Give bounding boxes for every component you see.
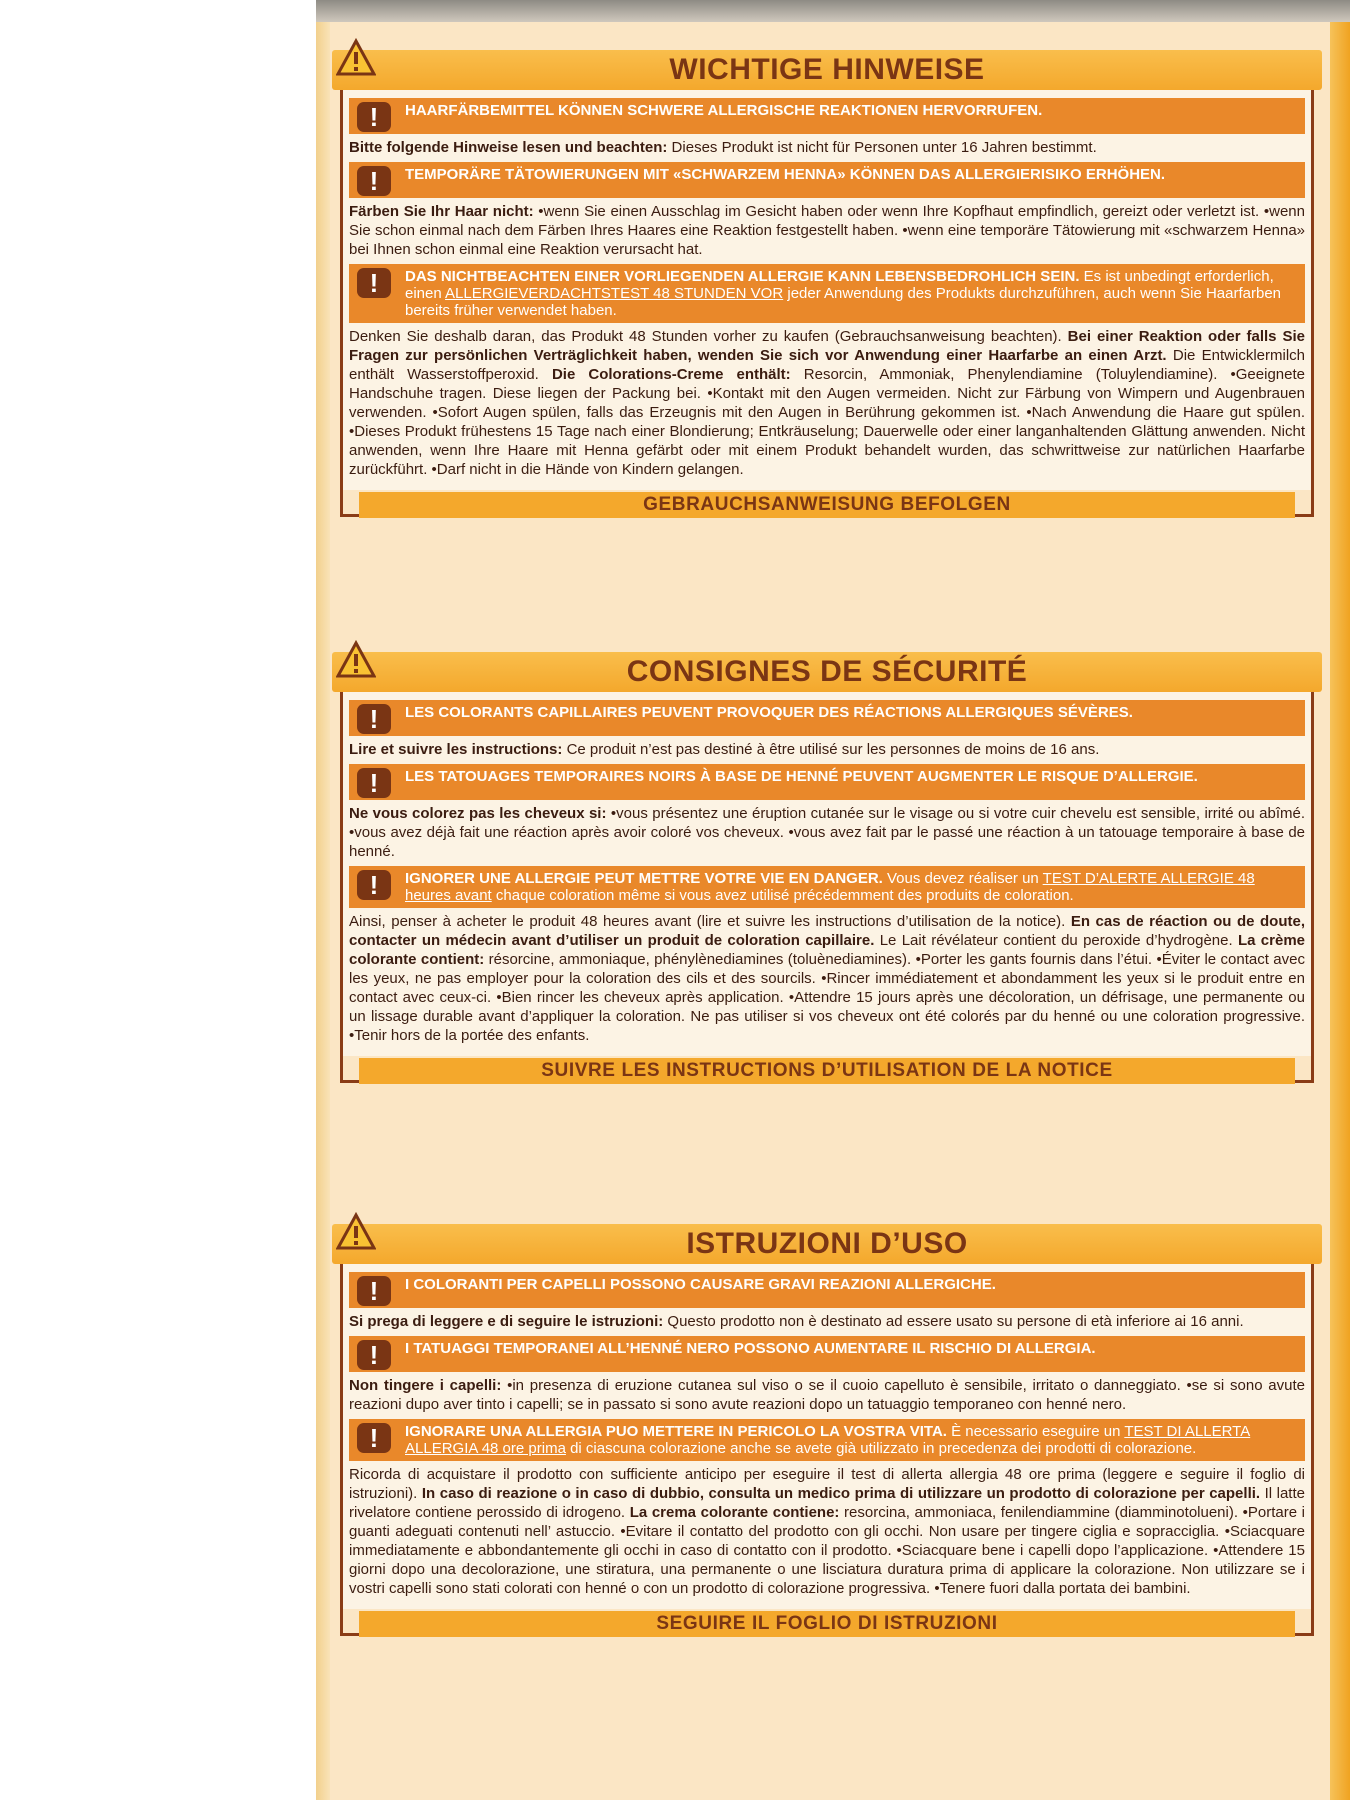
panel-title: ISTRUZIONI D’USO: [686, 1227, 968, 1260]
paragraph: Non tingere i capelli: •in presenza di eruzione cutanea sul viso o se il cuoio capelluto è sensibile, irritato o danneggiato. •se si sono avute reazioni dupo aver tinto i capelli; se in passato si sono avute reazioni dopo un tatuaggio temporaneo con henné nero.: [349, 1377, 1305, 1413]
exclamation-icon: !: [357, 1340, 391, 1370]
paragraph: Lire et suivre les instructions: Ce produit n’est pas destiné à être utilisé sur les personnes de moins de 16 ans.: [349, 741, 1100, 758]
exclamation-icon: !: [357, 1423, 391, 1453]
exclamation-icon: !: [357, 166, 391, 196]
exclamation-icon: !: [357, 768, 391, 798]
paragraph: Ricorda di acquistare il prodotto con sufficiente anticipo per eseguire il test di allerta allergia 48 ore prima (leggere e seguire il foglio di istruzioni). In caso di reazione o in caso di dubbio, consulta un medico prima di utilizzare un prodotto di colorazione per capelli. Il latte rivelatore contiene perossido di idrogeno. La crema colorante contiene: resorcina, ammoniaca, fenilendiammine (diamminotolueni). •Portare i guanti adeguati contenuti nell’ astuccio. •Evitare il contatto del prodotto con gli occhi. Non usare per tingere ciglia e sopracciglia. •Sciacquare immediatamente e abbondantemente gli occhi in caso di contatto con il prodotto. •Sciacquare bene i capelli dopo l’applicazione. •Attendere 15 giorni dopo una decolorazione, une stiratura, una permanente o une lisciatura duratura prima di applicare la colorazione. Non utilizzare se i vostri capelli sono stati colorati con henné o con un prodotto di colorazione progressiva. •Tenere fuori dalla portata dei bambini.: [349, 1466, 1305, 1597]
package-top-edge: [316, 0, 1350, 22]
warning-triangle-icon: [336, 640, 376, 680]
exclamation-icon: !: [357, 268, 391, 298]
alert-banner: ! IGNORER UNE ALLERGIE PEUT METTRE VOTRE VIE EN DANGER. Vous devez réaliser un TEST D’ALERTE ALLERGIE 48 heures avant chaque coloration même si vous avez utilisé précédemment des produits de coloration.: [349, 866, 1305, 908]
paragraph: Ne vous colorez pas les cheveux si: •vous présentez une éruption cutanée sur le visage ou si votre cuir chevelu est sensible, irrité ou abîmé. •vous avez déjà fait une réaction après avoir coloré vos cheveux. •vous avez fait par le passé une réaction à un tatouage temporaire à base de henné.: [349, 805, 1305, 860]
warning-triangle-icon: [336, 1212, 376, 1252]
panel-header: [332, 50, 1322, 90]
alert-banner: ! IGNORARE UNA ALLERGIA PUO METTERE IN PERICOLO LA VOSTRA VITA. È necessario eseguire un TEST DI ALLERTA ALLERGIA 48 ore prima di ciascuna colorazione anche se avete già utilizzato in precedenza dei prodotti di colorazione.: [349, 1419, 1305, 1461]
alert-banner: ! I COLORANTI PER CAPELLI POSSONO CAUSARE GRAVI REAZIONI ALLERGICHE.: [349, 1272, 1305, 1308]
panel-body: [340, 692, 1314, 1056]
paragraph: Bitte folgende Hinweise lesen und beachten: Dieses Produkt ist nicht für Personen unter 16 Jahren bestimmt.: [349, 139, 1097, 156]
paragraph: Ainsi, penser à acheter le produit 48 heures avant (lire et suivre les instructions d’utilisation de la notice). En cas de réaction ou de doute, contacter un médecin avant d’utiliser un produit de coloration capillaire. Le Lait révélateur contient du peroxide d’hydrogène. La crème colorante contient: résorcine, ammoniaque, phénylènediamines (toluènediamines). •Porter les gants fournis dans l’étui. •Éviter le contact avec les yeux, ne pas employer pour la coloration des cils et des sourcils. •Rincer immédiatement et abondamment les yeux si le produit entre en contact avec ceux-ci. •Bien rincer les cheveux après application. •Attendre 15 jours après une décoloration, un défrisage, une permanente ou un lissage durable avant d’appliquer la coloration. Ne pas utiliser si vos cheveux ont été colorés par du henné ou une coloration progressive. •Tenir hors de la portée des enfants.: [349, 913, 1306, 1044]
footer-label: SUIVRE LES INSTRUCTIONS D’UTILISATION DE LA NOTICE: [541, 1060, 1113, 1081]
exclamation-icon: !: [357, 870, 391, 900]
panel-fr: [332, 652, 1322, 1083]
paragraph: Denken Sie deshalb daran, das Produkt 48 Stunden vorher zu kaufen (Gebrauchsanweisung beachten). Bei einer Reaktion oder falls Sie Fragen zur persönlichen Verträglichkeit haben, wenden Sie sich vor Anwendung einer Haarfarbe an einen Arzt. Die Entwicklermilch enthält Wasserstoffperoxid. Die Colorations-Creme enthält: Resorcin, Ammoniak, Phenylendiamine (Toluylendiamine). •Geeignete Handschuhe tragen. Diese liegen der Packung bei. •Kontakt mit den Augen vermeiden. Nicht zur Färbung von Wimpern und Augenbrauen verwenden. •Sofort Augen spülen, falls das Erzeugnis mit den Augen in Berührung gekommen ist. •Nach Anwendung die Haare gut spülen. •Dieses Produkt frühestens 15 Tage nach einer Blondierung; Entkräuselung; Dauerwelle oder einer langanhaltenden Glättung anwenden. Nicht anwenden, wenn Ihre Haare mit Henna gefärbt oder mit einem Produkt behandelt wurden, das schwrittweise zur natürlichen Haarfarbe zurückführt. •Darf nicht in die Hände von Kindern gelangen.: [349, 328, 1305, 478]
alert-banner: ! LES TATOUAGES TEMPORAIRES NOIRS À BASE DE HENNÉ PEUVENT AUGMENTER LE RISQUE D’ALLERGIE.: [349, 764, 1305, 800]
footer-label: SEGUIRE IL FOGLIO DI ISTRUZIONI: [656, 1613, 998, 1634]
panel-header: [332, 652, 1322, 692]
panel-header: [332, 1224, 1322, 1264]
package-right-edge: [1330, 22, 1350, 1800]
alert-banner: ! TEMPORÄRE TÄTOWIERUNGEN MIT «SCHWARZEM HENNA» KÖNNEN DAS ALLERGIERISIKO ERHÖHEN.: [349, 162, 1305, 198]
panel-it: [332, 1224, 1322, 1636]
warning-triangle-icon: [336, 38, 376, 78]
panel-de: [332, 50, 1322, 517]
panel-footer: [340, 1056, 1314, 1083]
package-left-edge: [316, 22, 330, 1800]
alert-banner: ! HAARFÄRBEMITTEL KÖNNEN SCHWERE ALLERGISCHE REAKTIONEN HERVORRUFEN.: [349, 98, 1305, 134]
alert-banner: ! DAS NICHTBEACHTEN EINER VORLIEGENDEN ALLERGIE KANN LEBENSBEDROHLICH SEIN. Es ist unbedingt erforderlich, einen ALLERGIEVERDACHTSTEST 48 STUNDEN VOR jeder Anwendung des Produkts durchzuführen, auch wenn Sie Haarfarben bereits früher verwendet haben.: [349, 264, 1305, 323]
paragraph: Färben Sie Ihr Haar nicht: •wenn Sie einen Ausschlag im Gesicht haben oder wenn Ihre Kopfhaut empfindlich, gereizt oder verletzt ist. •wenn Sie schon einmal nach dem Färben Ihres Haares eine Reaktion festgestellt haben. •wenn eine temporäre Tätowierung mit «schwarzem Henna» bei Ihnen schon einmal eine Reaktion verursacht hat.: [349, 203, 1305, 258]
alert-banner: ! LES COLORANTS CAPILLAIRES PEUVENT PROVOQUER DES RÉACTIONS ALLERGIQUES SÉVÈRES.: [349, 700, 1305, 736]
panel-title: CONSIGNES DE SÉCURITÉ: [626, 655, 1028, 688]
panel-title: WICHTIGE HINWEISE: [669, 53, 985, 86]
panel-footer: [340, 1609, 1314, 1636]
alert-banner: ! I TATUAGGI TEMPORANEI ALL’HENNÉ NERO POSSONO AUMENTARE IL RISCHIO DI ALLERGIA.: [349, 1336, 1305, 1372]
exclamation-icon: !: [357, 102, 391, 132]
panel-footer: [340, 490, 1314, 517]
exclamation-icon: !: [357, 1276, 391, 1306]
footer-label: GEBRAUCHSANWEISUNG BEFOLGEN: [643, 494, 1011, 515]
exclamation-icon: !: [357, 704, 391, 734]
panel-body: [340, 90, 1314, 490]
paragraph: Si prega di leggere e di seguire le istruzioni: Questo prodotto non è destinato ad essere usato su persone di età inferiore ai 16 anni.: [349, 1313, 1244, 1330]
panel-body: [340, 1264, 1314, 1609]
